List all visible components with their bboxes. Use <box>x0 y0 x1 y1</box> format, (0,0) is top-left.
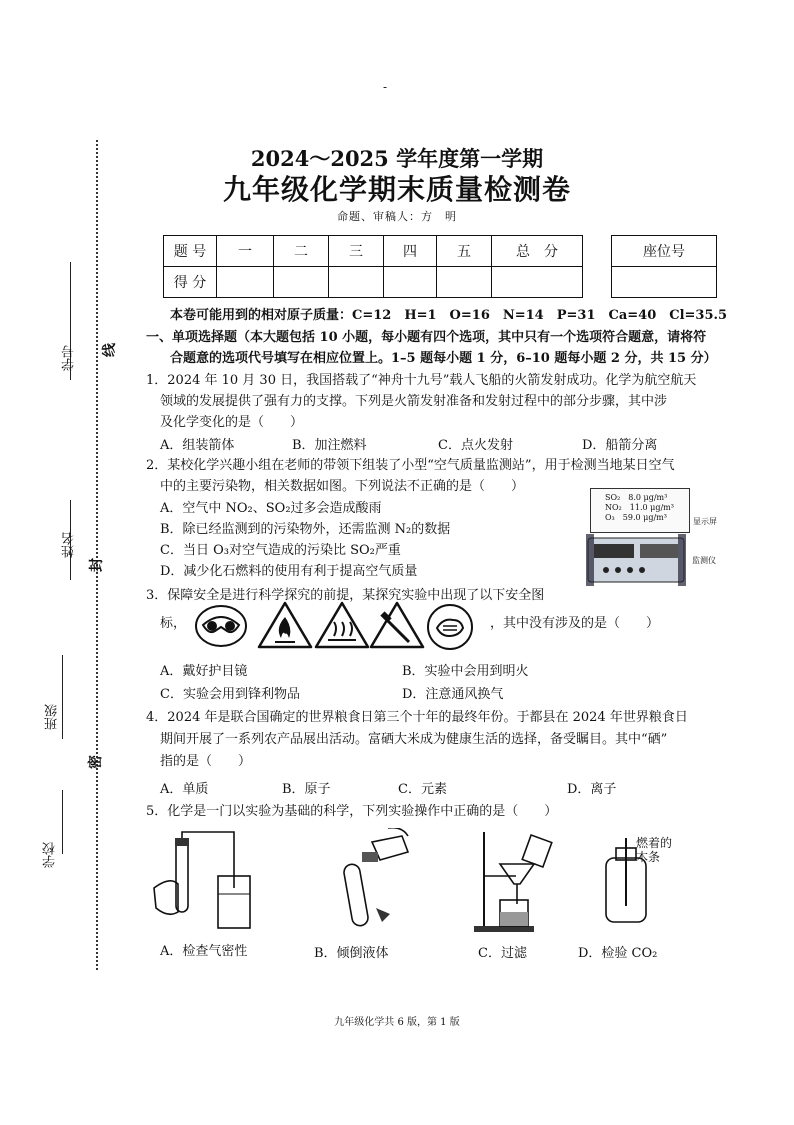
q5-option-d[interactable]: D．检验 CO₂ <box>578 946 658 961</box>
q2-line2: 中的主要污染物，相关数据如图。下列说法不正确的是（ ） <box>160 479 525 494</box>
student-id-label: 学号 <box>62 345 77 371</box>
pouring-liquid-diagram <box>332 828 432 938</box>
monitor-reading: SO₂ 8.0 μg/m³ <box>605 493 668 502</box>
monitor-screen <box>590 488 690 533</box>
score-blank[interactable] <box>437 267 492 298</box>
q1-option-b[interactable]: B．加注燃料 <box>292 438 367 453</box>
q4-option-a[interactable]: A．单质 <box>160 782 209 797</box>
seat-blank[interactable] <box>612 267 717 298</box>
q4-option-d[interactable]: D．离子 <box>567 782 617 797</box>
score-cell-header: 题 号 <box>164 236 217 267</box>
wash-hands-icon <box>425 602 475 652</box>
top-mark: - <box>383 80 388 94</box>
score-table <box>163 235 583 298</box>
q4-line1: 4．2024 年是联合国确定的世界粮食日第三个十年的最终年份。于都县在 2024 年世界粮食日 <box>146 710 688 725</box>
sharp-object-icon <box>369 600 425 650</box>
burning-stick-label <box>636 836 672 864</box>
monitor-reading: NO₂ 11.0 μg/m³ <box>605 503 674 512</box>
burning-stick-label-line1: 燃着的 <box>636 836 673 850</box>
section1-heading-line1: 一、单项选择题（本大题包括 10 小题，每小题有四个选项，其中只有一个选项符合题意，请将符 <box>146 330 707 345</box>
q4-option-b[interactable]: B．原子 <box>282 782 331 797</box>
goggles-icon <box>193 603 249 649</box>
device-label: 监测仪 <box>692 556 716 565</box>
score-blank[interactable] <box>329 267 384 298</box>
score-cell-q4: 四 <box>384 236 437 267</box>
q5-line: 5．化学是一门以实验为基础的科学，下列实验操作中正确的是（ ） <box>146 804 558 819</box>
q5-option-a[interactable]: A．检查气密性 <box>160 944 248 959</box>
score-blank[interactable] <box>384 267 437 298</box>
q4-line3: 指的是（ ） <box>160 754 252 769</box>
q1-line3: 及化学变化的是（ ） <box>160 415 304 430</box>
school-blank <box>62 790 63 854</box>
score-blank[interactable] <box>492 267 583 298</box>
q1-option-c[interactable]: C．点火发射 <box>438 438 513 453</box>
q3-option-a[interactable]: A．戴好护目镜 <box>160 664 248 679</box>
seat-label: 座位号 <box>612 236 717 267</box>
airtightness-check-diagram <box>148 828 258 938</box>
q2-option-d[interactable]: D．减少化石燃料的使用有利于提高空气质量 <box>160 564 418 579</box>
open-flame-icon <box>257 600 313 650</box>
score-cell-q5: 五 <box>437 236 492 267</box>
q2-option-b[interactable]: B．除已经监测到的污染物外，还需监测 N₂的数据 <box>160 522 451 537</box>
q1-line1: 1．2024 年 10 月 30 日，我国搭载了“神舟十九号”载人飞船的火箭发射成功。化学为航空航天 <box>146 373 697 388</box>
class-label: 班级 <box>45 704 60 730</box>
hot-surface-icon <box>314 600 370 650</box>
q2-line1: 2．某校化学兴趣小组在老师的带领下组装了小型“空气质量监测站”，用于检测当地某日空气 <box>146 458 675 473</box>
q5-option-b[interactable]: B．倾倒液体 <box>314 946 389 961</box>
score-cell-q1: 一 <box>217 236 274 267</box>
filtration-diagram <box>470 828 570 938</box>
q3-line1: 3．保障安全是进行科学探究的前提，某探究实验中出现了以下安全图 <box>146 588 545 603</box>
exam-title: 九年级化学期末质量检测卷 <box>222 173 571 206</box>
atomic-masses: 本卷可能用到的相对原子质量：C=12 H=1 O=16 N=14 P=31 Ca=40 Cl=35.5 <box>170 308 728 323</box>
school-label: 学校 <box>43 842 58 868</box>
score-blank[interactable] <box>217 267 274 298</box>
q2-option-a[interactable]: A．空气中 NO₂、SO₂过多会造成酸雨 <box>160 501 382 516</box>
q3-line2-end: ，其中没有涉及的是（ ） <box>490 616 660 631</box>
q3-option-b[interactable]: B．实验中会用到明火 <box>402 664 529 679</box>
score-blank[interactable] <box>274 267 329 298</box>
q1-option-d[interactable]: D．船箭分离 <box>582 438 658 453</box>
q2-option-c[interactable]: C．当日 O₃对空气造成的污染比 SO₂严重 <box>160 543 401 558</box>
term-title: 2024～2025 学年度第一学期 <box>250 146 544 171</box>
score-cell-q2: 二 <box>274 236 329 267</box>
q1-option-a[interactable]: A．组装箭体 <box>160 438 235 453</box>
score-table-score-row <box>164 267 583 298</box>
score-table-header-row <box>164 236 583 267</box>
score-cell-total: 总 分 <box>492 236 583 267</box>
score-cell-q3: 三 <box>329 236 384 267</box>
q3-option-d[interactable]: D．注意通风换气 <box>402 687 504 702</box>
seal-mark-line: 线 <box>102 343 118 357</box>
seal-mark-secret: 密 <box>88 755 104 769</box>
page-footer: 九年级化学共 6 版，第 1 版 <box>334 1017 460 1028</box>
seat-table <box>611 235 717 298</box>
class-blank <box>62 655 63 739</box>
section1-heading-line2: 合题意的选项代号填写在相应位置上。1–5 题每小题 1 分，6–10 题每小题 2 分，共 15 分） <box>170 351 717 366</box>
monitor-reading: O₃ 59.0 μg/m³ <box>605 513 667 522</box>
q4-option-c[interactable]: C．元素 <box>398 782 447 797</box>
author-line: 命题、审稿人：方 明 <box>337 210 457 223</box>
q1-line2: 领域的发展提供了强有力的支撑。下列是火箭发射准备和发射过程中的部分步骤，其中涉 <box>160 394 668 409</box>
q4-line2: 期间开展了一系列农产品展出活动。富硒大米成为健康生活的选择，备受瞩目。其中“硒” <box>160 732 668 747</box>
score-row-label: 得 分 <box>164 267 217 298</box>
air-monitor-device-icon <box>586 534 686 586</box>
binding-dotted-line <box>96 140 98 970</box>
q5-option-c[interactable]: C．过滤 <box>478 946 527 961</box>
burning-stick-label-line2: 木条 <box>636 850 661 864</box>
screen-label: 显示屏 <box>693 517 717 526</box>
q3-line2-start: 标， <box>160 616 187 631</box>
name-label: 姓名 <box>62 532 77 558</box>
seal-mark-seal: 封 <box>89 558 105 572</box>
q3-option-c[interactable]: C．实验会用到锋利物品 <box>160 687 300 702</box>
